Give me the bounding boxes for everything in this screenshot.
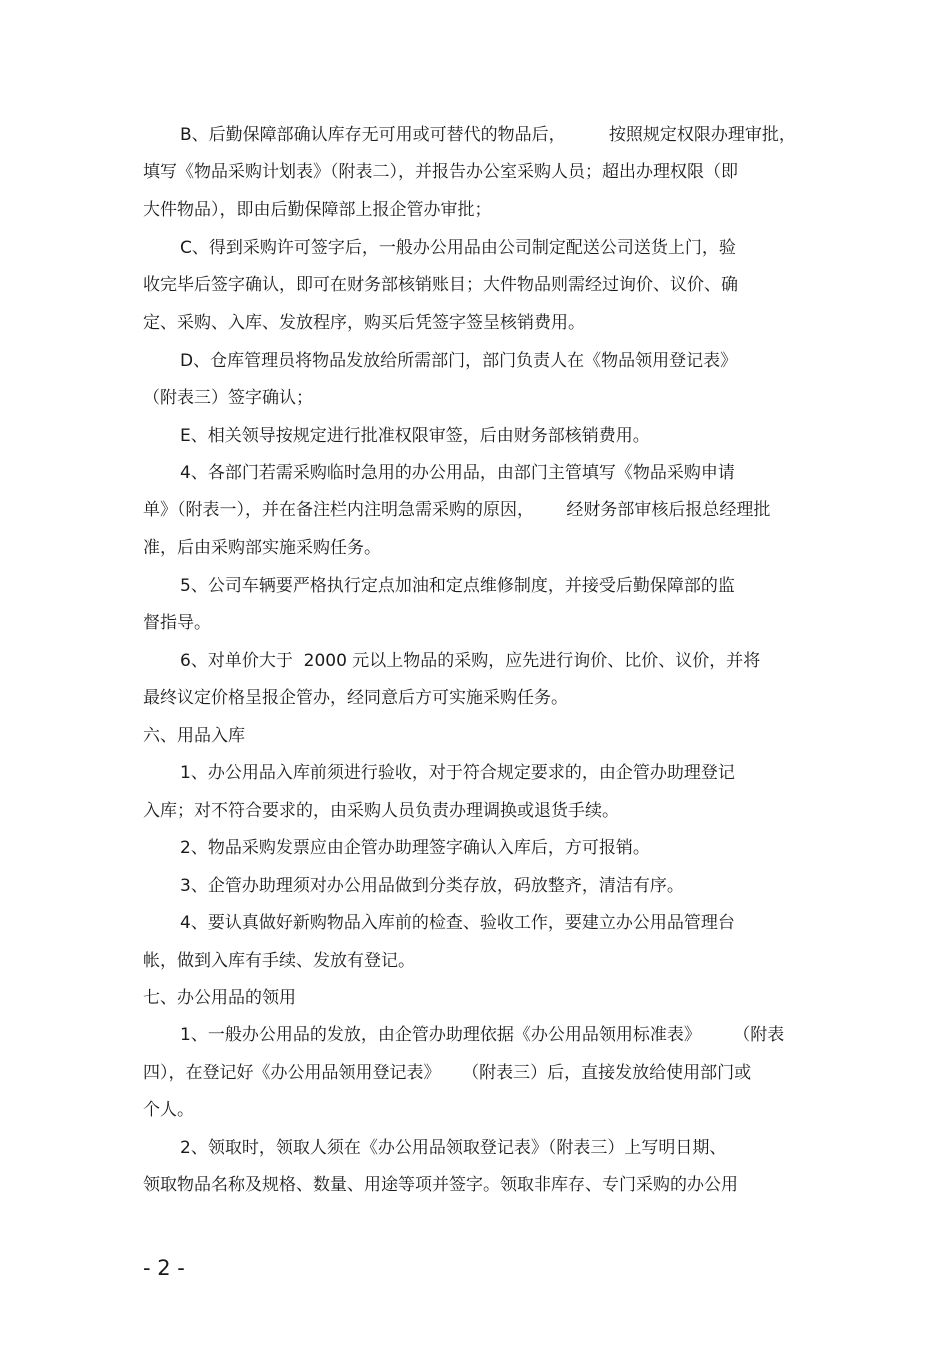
paragraph-line: 5、公司车辆要严格执行定点加油和定点维修制度，并接受后勤保障部的监 [180, 576, 735, 596]
paragraph-line: B、后勤保障部确认库存无可用或可替代的物品后， 按照规定权限办理审批， [180, 125, 796, 145]
paragraph-line: 定、采购、入库、发放程序，购买后凭签字签呈核销费用。 [143, 313, 585, 333]
paragraph-line: 填写《物品采购计划表》（附表二），并报告办公室采购人员；超出办理权限（即 [143, 162, 738, 182]
paragraph-line: D、仓库管理员将物品发放给所需部门，部门负责人在《物品领用登记表》 [180, 351, 738, 371]
paragraph-line: 准，后由采购部实施采购任务。 [143, 538, 381, 558]
paragraph-line: 大件物品），即由后勤保障部上报企管办审批； [143, 200, 492, 220]
paragraph-line: E、相关领导按规定进行批准权限审签，后由财务部核销费用。 [180, 426, 650, 446]
paragraph-line: 入库；对不符合要求的，由采购人员负责办理调换或退货手续。 [143, 801, 619, 821]
section-heading: 七、办公用品的领用 [143, 988, 296, 1008]
section-heading: 六、用品入库 [143, 726, 245, 746]
paragraph-line: 4、各部门若需采购临时急用的办公用品，由部门主管填写《物品采购申请 [180, 463, 735, 483]
paragraph-line: 1、办公用品入库前须进行验收，对于符合规定要求的，由企管办助理登记 [180, 763, 735, 783]
paragraph-line: （附表三）签字确认； [143, 388, 313, 408]
paragraph-line: 收完毕后签字确认，即可在财务部核销账目；大件物品则需经过询价、议价、确 [143, 275, 738, 295]
paragraph-line: 4、要认真做好新购物品入库前的检查、验收工作，要建立办公用品管理台 [180, 913, 735, 933]
paragraph-line: 督指导。 [143, 613, 211, 633]
paragraph-line: 领取物品名称及规格、数量、用途等项并签字。领取非库存、专门采购的办公用 [143, 1175, 738, 1195]
paragraph-line: 6、对单价大于 2000 元以上物品的采购，应先进行询价、比价、议价，并将 [180, 651, 761, 671]
paragraph-line: 3、企管办助理须对办公用品做到分类存放，码放整齐，清洁有序。 [180, 876, 684, 896]
paragraph-line: 2、领取时，领取人须在《办公用品领取登记表》（附表三）上写明日期、 [180, 1138, 727, 1158]
paragraph-line: 最终议定价格呈报企管办，经同意后方可实施采购任务。 [143, 688, 568, 708]
paragraph-line: 帐，做到入库有手续、发放有登记。 [143, 951, 415, 971]
paragraph-line: 个人。 [143, 1100, 194, 1120]
paragraph-line: C、得到采购许可签字后，一般办公用品由公司制定配送公司送货上门，验 [180, 238, 736, 258]
paragraph-line: 2、物品采购发票应由企管办助理签字确认入库后，方可报销。 [180, 838, 650, 858]
page-number: - 2 - [143, 1256, 185, 1280]
paragraph-line: 1、一般办公用品的发放，由企管办助理依据《办公用品领用标准表》 （附表 [180, 1025, 785, 1045]
paragraph-line: 四），在登记好《办公用品领用登记表》 （附表三）后，直接发放给使用部门或 [143, 1063, 752, 1083]
paragraph-line: 单》（附表一），并在备注栏内注明急需采购的原因， 经财务部审核后报总经理批 [143, 500, 771, 520]
